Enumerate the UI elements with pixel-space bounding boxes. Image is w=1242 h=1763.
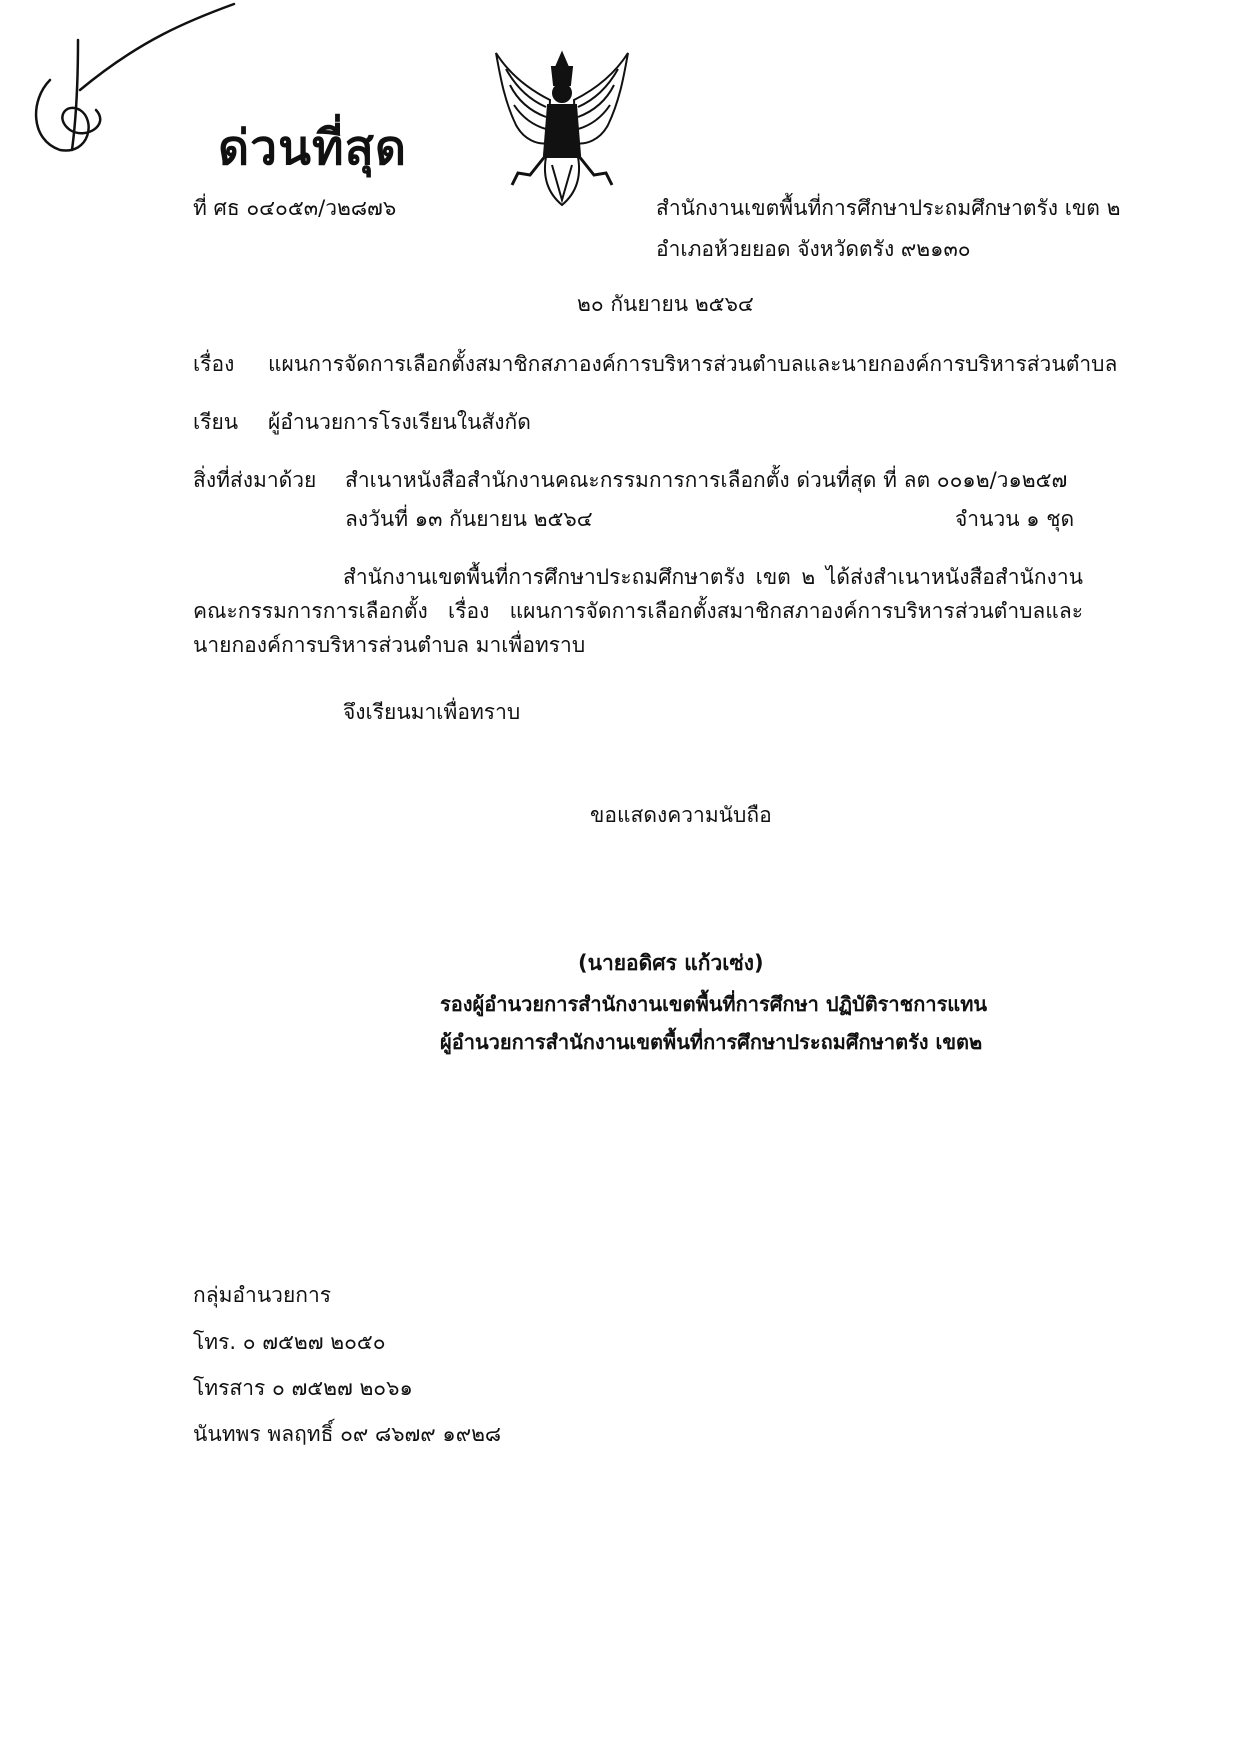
signatory-name: (นายอดิศร แก้วเซ่ง) xyxy=(578,951,764,975)
footer-department: กลุ่มอำนวยการ xyxy=(193,1283,332,1307)
enclosure-line1: สำเนาหนังสือสำนักงานคณะกรรมการการเลือกตั้ง ด่วนที่สุด ที่ ลต ๐๐๑๒/ว๑๒๕๗ xyxy=(345,468,1068,492)
enclosure-quantity: จำนวน ๑ ชุด xyxy=(955,507,1075,531)
enclosure-label: สิ่งที่ส่งมาด้วย xyxy=(193,468,317,492)
handwritten-signature xyxy=(0,0,240,170)
document-date: ๒๐ กันยายน ๒๕๖๔ xyxy=(577,292,754,316)
subject-label: เรื่อง xyxy=(193,352,235,376)
regards-text: ขอแสดงความนับถือ xyxy=(590,803,772,827)
garuda-emblem-icon xyxy=(490,45,635,210)
office-address-line2: อำเภอห้วยยอด จังหวัดตรัง ๙๒๑๓๐ xyxy=(656,237,971,261)
footer-phone: โทร. ๐ ๗๕๒๗ ๒๐๕๐ xyxy=(193,1330,386,1354)
recipient-text: ผู้อำนวยการโรงเรียนในสังกัด xyxy=(268,410,531,434)
signatory-title-line1: รองผู้อำนวยการสำนักงานเขตพื้นที่การศึกษา ปฏิบัติราชการแทน xyxy=(440,992,988,1016)
urgency-stamp: ด่วนที่สุด xyxy=(218,120,408,176)
closing-line: จึงเรียนมาเพื่อทราบ xyxy=(343,700,521,724)
enclosure-line2: ลงวันที่ ๑๓ กันยายน ๒๕๖๔ xyxy=(345,507,593,531)
body-paragraph-text: สำนักงานเขตพื้นที่การศึกษาประถมศึกษาตรัง เขต ๒ ได้ส่งสำเนาหนังสือสำนักงานคณะกรรมการการเลือกตั้ง เรื่อง แผนการจัดการเลือกตั้งสมาชิกสภาองค์การบริหารส่วนตำบลและนายกองค์การบริหารส่วนตำบล มาเพื่อทราบ xyxy=(193,565,1083,657)
signatory-title-line2: ผู้อำนวยการสำนักงานเขตพื้นที่การศึกษาประถมศึกษาตรัง เขต๒ xyxy=(440,1030,983,1054)
reference-number: ที่ ศธ ๐๔๐๕๓/ว๒๘๗๖ xyxy=(193,196,397,220)
body-paragraph xyxy=(193,560,1083,662)
recipient-label: เรียน xyxy=(193,410,239,434)
footer-fax: โทรสาร ๐ ๗๕๒๗ ๒๐๖๑ xyxy=(193,1376,413,1400)
office-address-line1: สำนักงานเขตพื้นที่การศึกษาประถมศึกษาตรัง เขต ๒ xyxy=(656,196,1121,220)
footer-coordinator: นันทพร พลฤทธิ์ ๐๙ ๘๖๗๙ ๑๙๒๘ xyxy=(193,1422,502,1446)
subject-text: แผนการจัดการเลือกตั้งสมาชิกสภาองค์การบริหารส่วนตำบลและนายกองค์การบริหารส่วนตำบล xyxy=(268,352,1118,376)
